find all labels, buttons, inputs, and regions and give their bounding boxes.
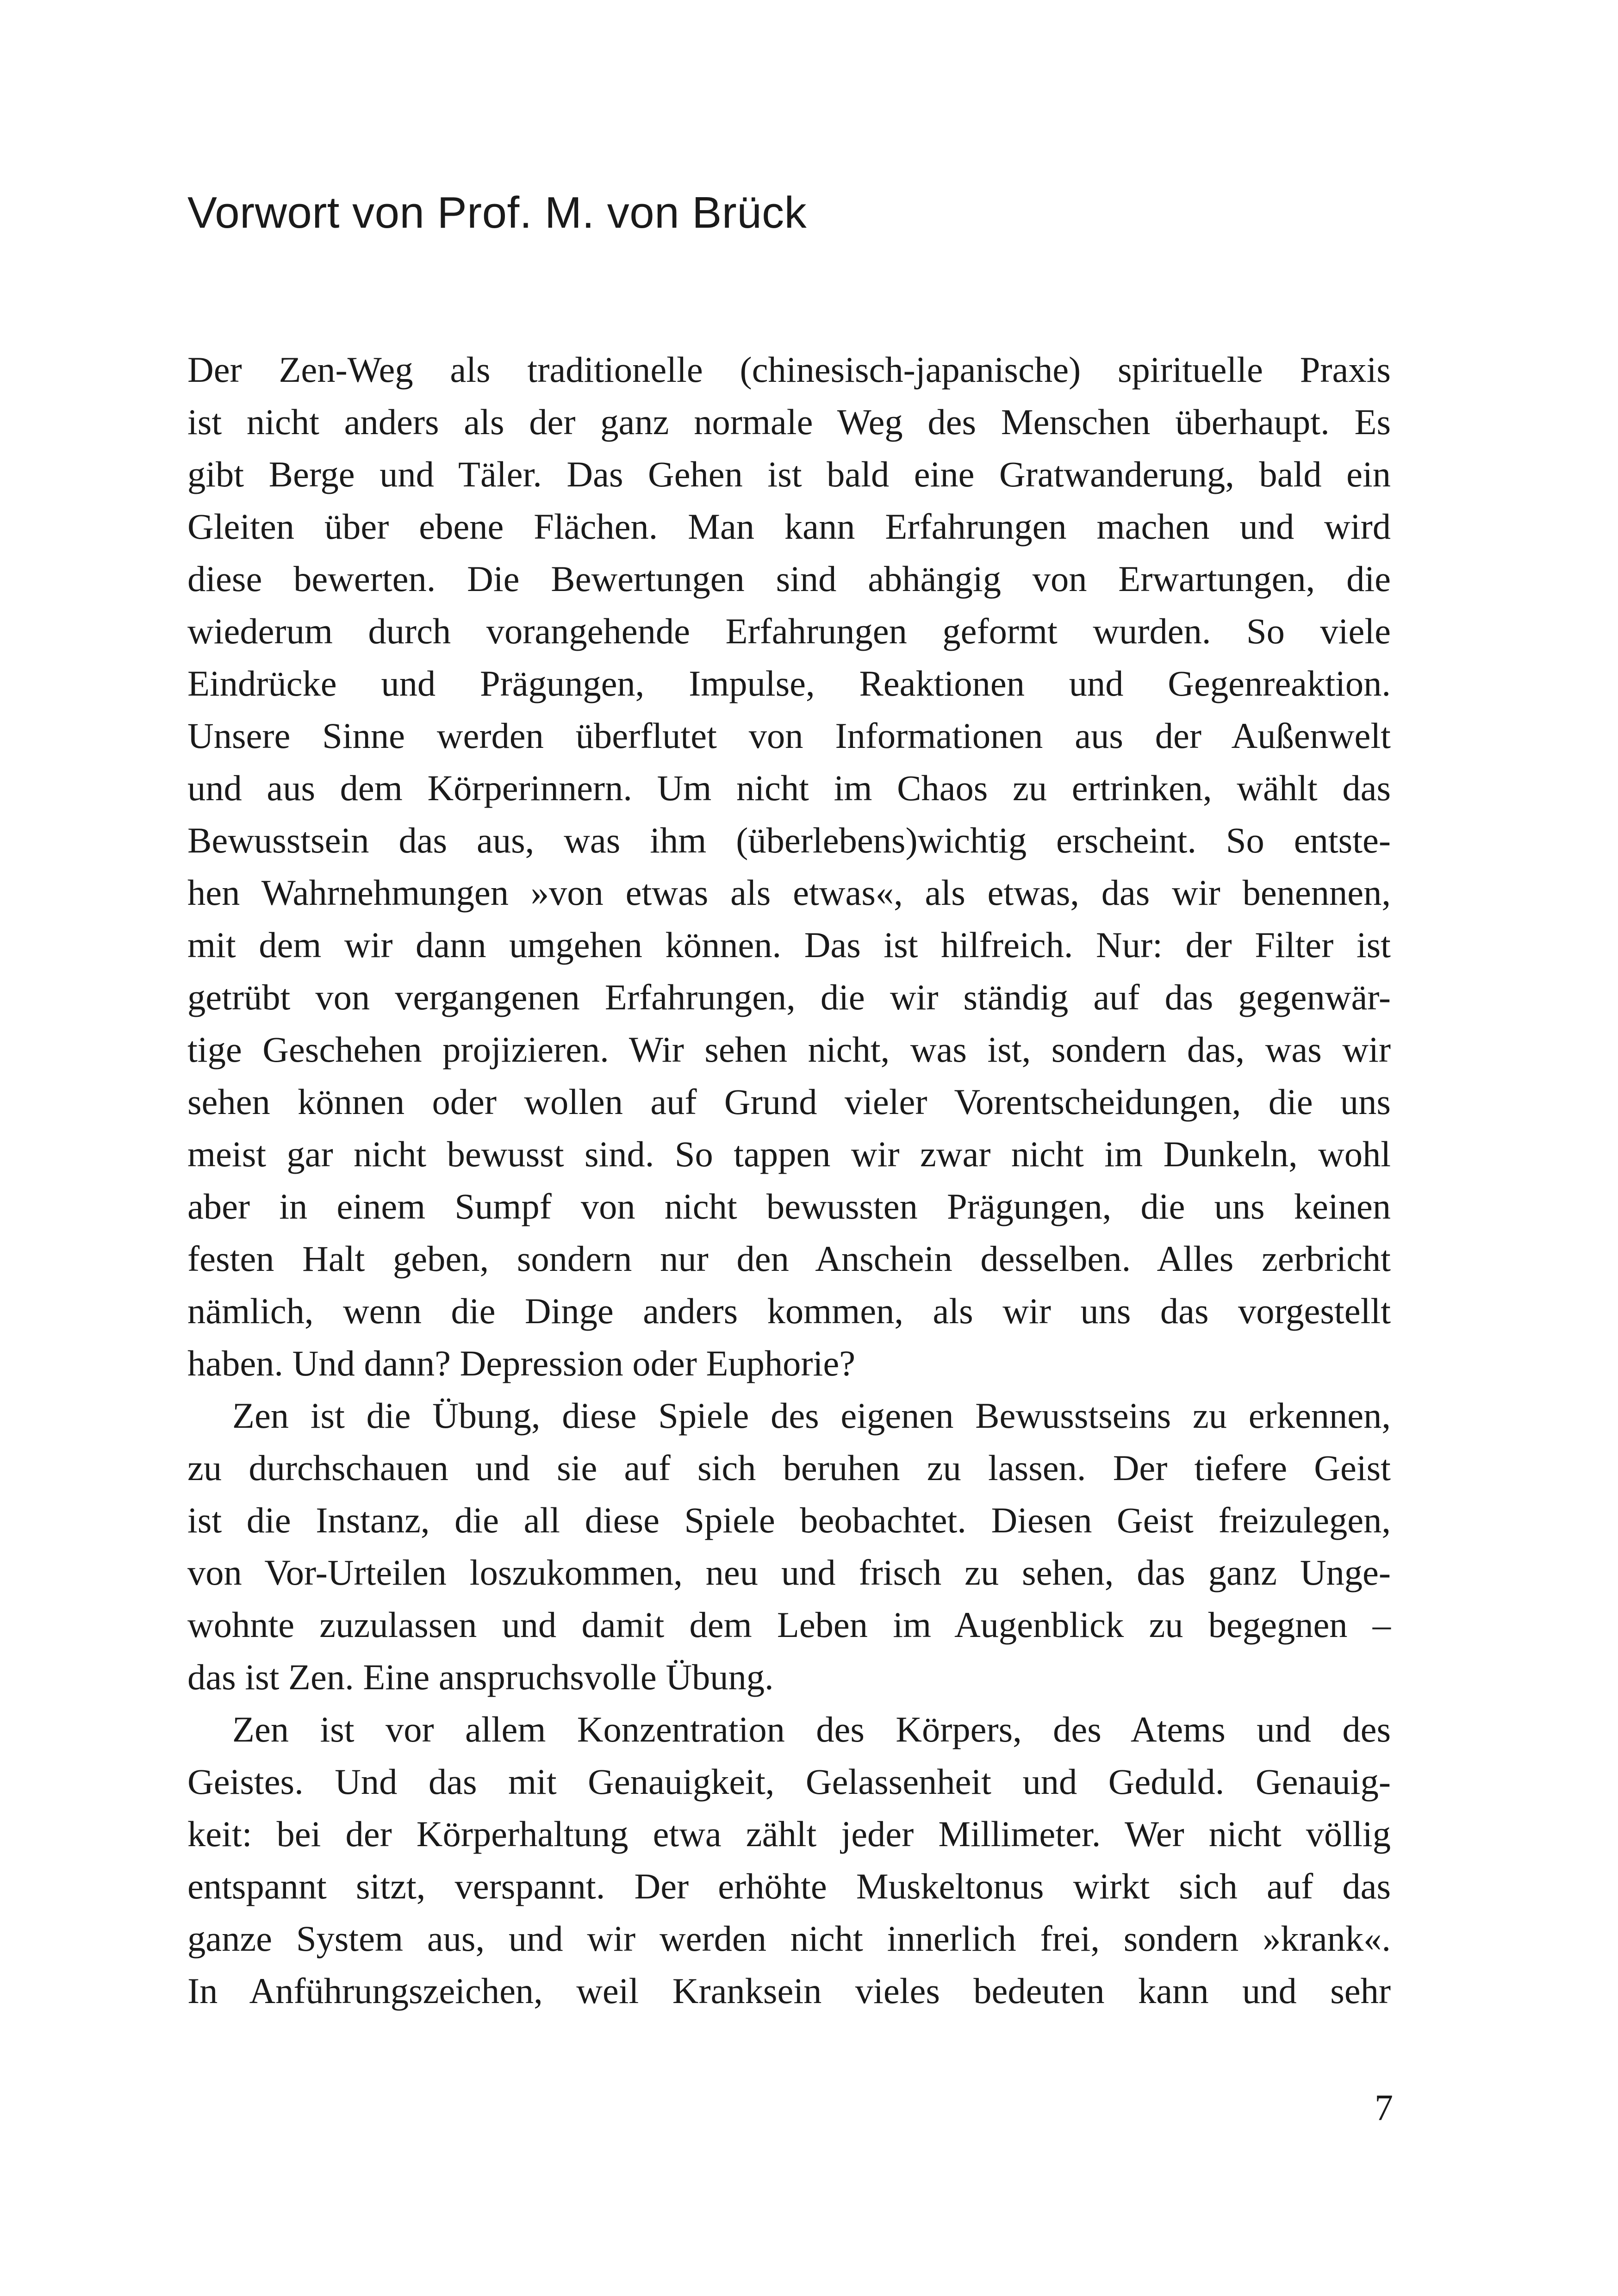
text-line: festen Halt geben, sondern nur den Anschein desselben. Alles zerbricht	[187, 1238, 1391, 1279]
text-line: tige Geschehen projizieren. Wir sehen nicht, was ist, sondern das, was wir	[187, 1029, 1391, 1070]
text-line: zu durchschauen und sie auf sich beruhen zu lassen. Der tiefere Geist	[187, 1448, 1391, 1488]
text-line: keit: bei der Körperhaltung etwa zählt jeder Millimeter. Wer nicht völlig	[187, 1814, 1391, 1854]
text-line: Geistes. Und das mit Genauigkeit, Gelassenheit und Geduld. Genauig-	[187, 1761, 1391, 1802]
text-line: Der Zen-Weg als traditionelle (chinesisch-japanische) spirituelle Praxis	[187, 349, 1391, 390]
text-line: Eindrücke und Prägungen, Impulse, Reaktionen und Gegenreaktion.	[187, 663, 1391, 703]
text-line: entspannt sitzt, verspannt. Der erhöhte Muskeltonus wirkt sich auf das	[187, 1866, 1391, 1906]
text-line: Unsere Sinne werden überflutet von Informationen aus der Außenwelt	[187, 716, 1391, 756]
text-line: ganze System aus, und wir werden nicht innerlich frei, sondern »krank«.	[187, 1918, 1391, 1959]
text-line: das ist Zen. Eine anspruchsvolle Übung.	[187, 1657, 774, 1697]
text-line: haben. Und dann? Depression oder Euphorie?	[187, 1343, 856, 1383]
text-line: ist die Instanz, die all diese Spiele beobachtet. Diesen Geist freizulegen,	[187, 1500, 1391, 1540]
text-line: In Anführungszeichen, weil Kranksein vieles bedeuten kann und sehr	[187, 1971, 1391, 2011]
text-line: wiederum durch vorangehende Erfahrungen geformt wurden. So viele	[187, 611, 1391, 651]
text-line: diese bewerten. Die Bewertungen sind abhängig von Erwartungen, die	[187, 559, 1391, 599]
paragraph-1	[187, 343, 1391, 1389]
page-number: 7	[1375, 2088, 1393, 2128]
text-line: Zen ist die Übung, diese Spiele des eigenen Bewusstseins zu erkennen,	[232, 1395, 1391, 1436]
text-line: hen Wahrnehmungen »von etwas als etwas«, als etwas, das wir benennen,	[187, 872, 1391, 913]
text-line: von Vor-Urteilen loszukommen, neu und frisch zu sehen, das ganz Unge-	[187, 1552, 1391, 1593]
text-line: Zen ist vor allem Konzentration des Körpers, des Atems und des	[232, 1709, 1391, 1749]
text-line: mit dem wir dann umgehen können. Das ist hilfreich. Nur: der Filter ist	[187, 925, 1391, 965]
body-text	[187, 343, 1391, 2017]
text-line: aber in einem Sumpf von nicht bewussten Prägungen, die uns keinen	[187, 1186, 1391, 1226]
text-line: meist gar nicht bewusst sind. So tappen wir zwar nicht im Dunkeln, wohl	[187, 1134, 1391, 1174]
paragraph-2	[187, 1389, 1391, 1703]
chapter-title: Vorwort von Prof. M. von Brück	[187, 188, 807, 237]
paragraph-3	[187, 1703, 1391, 2017]
text-line: sehen können oder wollen auf Grund vieler Vorentscheidungen, die uns	[187, 1082, 1391, 1122]
text-line: Bewusstsein das aus, was ihm (überlebens)wichtig erscheint. So entste-	[187, 820, 1391, 860]
text-line: Gleiten über ebene Flächen. Man kann Erfahrungen machen und wird	[187, 506, 1391, 547]
text-line: getrübt von vergangenen Erfahrungen, die wir ständig auf das gegenwär-	[187, 977, 1391, 1017]
text-line: ist nicht anders als der ganz normale Weg des Menschen überhaupt. Es	[187, 402, 1391, 442]
text-line: gibt Berge und Täler. Das Gehen ist bald eine Gratwanderung, bald ein	[187, 454, 1391, 494]
text-line: wohnte zuzulassen und damit dem Leben im Augenblick zu begegnen –	[187, 1605, 1391, 1645]
text-line: nämlich, wenn die Dinge anders kommen, als wir uns das vorgestellt	[187, 1291, 1391, 1331]
text-line: und aus dem Körperinnern. Um nicht im Chaos zu ertrinken, wählt das	[187, 768, 1391, 808]
